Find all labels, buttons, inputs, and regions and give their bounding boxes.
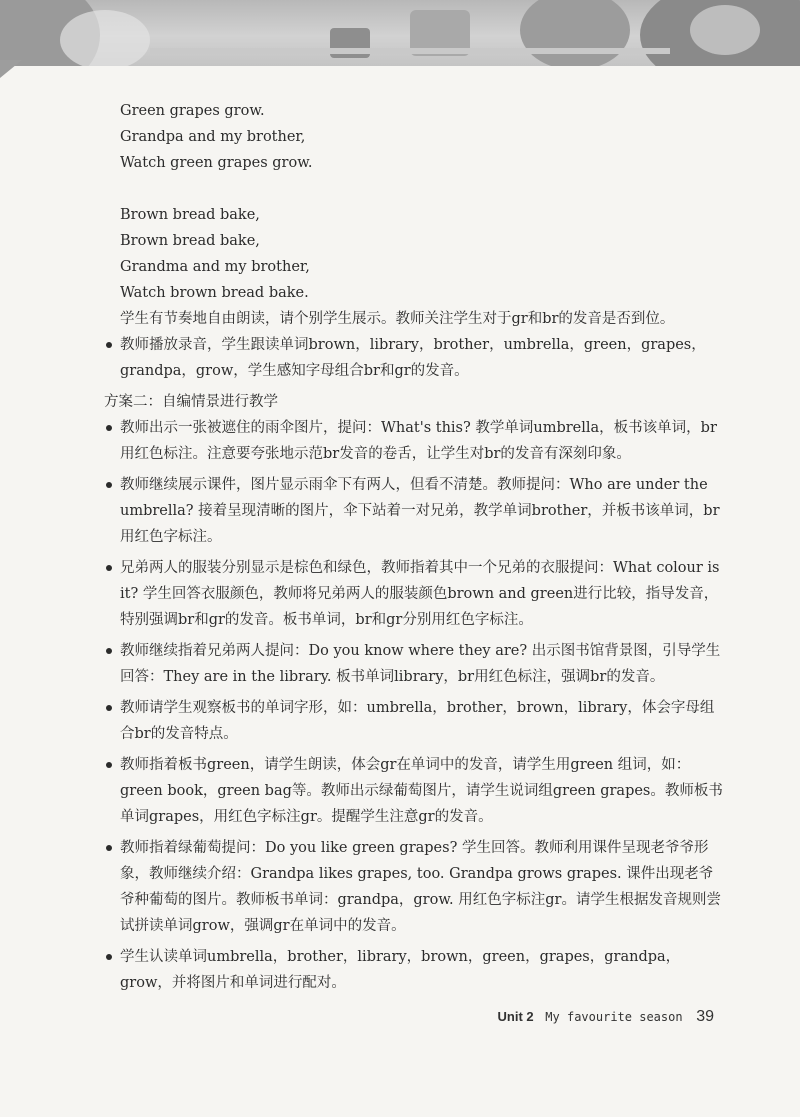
bullet-icon xyxy=(106,845,112,851)
list-item xyxy=(104,695,724,747)
plan-heading: 方案二：自编情景进行教学 xyxy=(104,394,278,410)
list-item-text: 学生认读单词umbrella，brother，library，brown，green，grapes，grandpa，grow，并将图片和单词进行配对。 xyxy=(120,949,681,991)
bullet-icon xyxy=(106,648,112,654)
poem-line: Watch brown bread bake. xyxy=(120,285,309,301)
page-body xyxy=(104,98,724,1001)
list-item xyxy=(104,472,724,550)
page-footer xyxy=(498,1008,714,1026)
list-item-text: 教师播放录音，学生跟读单词brown，library，brother，umbrella，green，grapes，grandpa，grow，学生感知字母组合br和gr的发音。 xyxy=(120,337,706,379)
list-item xyxy=(104,752,724,830)
page-number: 39 xyxy=(696,1008,714,1025)
list-item-text: 教师出示一张被遮住的雨伞图片，提问：What's this? 教学单词umbrella，板书该单词，br用红色标注。注意要夸张地示范br发音的卷舌，让学生对br的发音有深刻印象。 xyxy=(120,420,717,462)
bullet-icon xyxy=(106,762,112,768)
bullet-list-top xyxy=(104,332,724,384)
chant-poem xyxy=(104,98,724,306)
reading-instruction: 学生有节奏地自由朗读，请个别学生展示。教师关注学生对于gr和br的发音是否到位。 xyxy=(120,311,675,327)
poem-line xyxy=(120,176,724,202)
list-item xyxy=(104,638,724,690)
poem-line: Brown bread bake, xyxy=(120,233,260,249)
list-item xyxy=(104,835,724,939)
list-item-text: 教师继续展示课件，图片显示雨伞下有两人，但看不清楚。教师提问：Who are under the umbrella? 接着呈现清晰的图片，伞下站着一对兄弟，教学单词brother，并板书该单词，br用红色字标注。 xyxy=(120,477,720,545)
list-item xyxy=(104,944,724,996)
bullet-icon xyxy=(106,482,112,488)
bullet-icon xyxy=(106,705,112,711)
bullet-icon xyxy=(106,425,112,431)
poem-line: Grandpa and my brother, xyxy=(120,129,306,145)
banner-decoration xyxy=(690,5,760,55)
list-item-text: 教师请学生观察板书的单词字形，如：umbrella，brother，brown，library，体会字母组合br的发音特点。 xyxy=(120,700,715,742)
list-item-text: 教师继续指着兄弟两人提问：Do you know where they are? 出示图书馆背景图，引导学生回答：They are in the library. 板书单词library，br用红色标注，强调br的发音。 xyxy=(120,643,721,685)
bullet-icon xyxy=(106,565,112,571)
list-item xyxy=(104,555,724,633)
bullet-list-plan xyxy=(104,415,724,996)
bullet-icon xyxy=(106,342,112,348)
banner-decoration xyxy=(520,0,630,66)
list-item-text: 兄弟两人的服装分别显示是棕色和绿色，教师指着其中一个兄弟的衣服提问：What colour is it? 学生回答衣服颜色，教师将兄弟两人的服装颜色brown and green进行比较，指导发音，特别强调br和gr的发音。板书单词，br和gr分别用红色字标注。 xyxy=(120,560,720,628)
list-item xyxy=(104,415,724,467)
poem-line: Watch green grapes grow. xyxy=(120,155,313,171)
banner-decoration xyxy=(60,10,150,66)
banner-decoration xyxy=(150,48,670,54)
poem-line: Brown bread bake, xyxy=(120,207,260,223)
bullet-icon xyxy=(106,954,112,960)
list-item-text: 教师指着绿葡萄提问：Do you like green grapes? 学生回答。教师利用课件呈现老爷爷形象，教师继续介绍：Grandpa likes grapes, too. Grandpa grows grapes. 课件出现老爷爷种葡萄的图片。教师板书单词：grandpa，grow. 用红色字标注gr。请学生根据发音规则尝试拼读单词grow，强调gr在单词中的发音。 xyxy=(120,840,721,934)
list-item-text: 教师指着板书green，请学生朗读，体会gr在单词中的发音，请学生用green 组词，如：green book，green bag等。教师出示绿葡萄图片，请学生说词组green grapes。教师板书单词grapes，用红色字标注gr。提醒学生注意gr的发音。 xyxy=(120,757,723,825)
poem-line: Green grapes grow. xyxy=(120,103,265,119)
poem-line: Grandma and my brother, xyxy=(120,259,310,275)
footer-title: My favourite season xyxy=(545,1010,683,1024)
list-item xyxy=(104,332,724,384)
footer-unit: Unit 2 xyxy=(497,1009,534,1024)
header-banner-image xyxy=(0,0,800,66)
